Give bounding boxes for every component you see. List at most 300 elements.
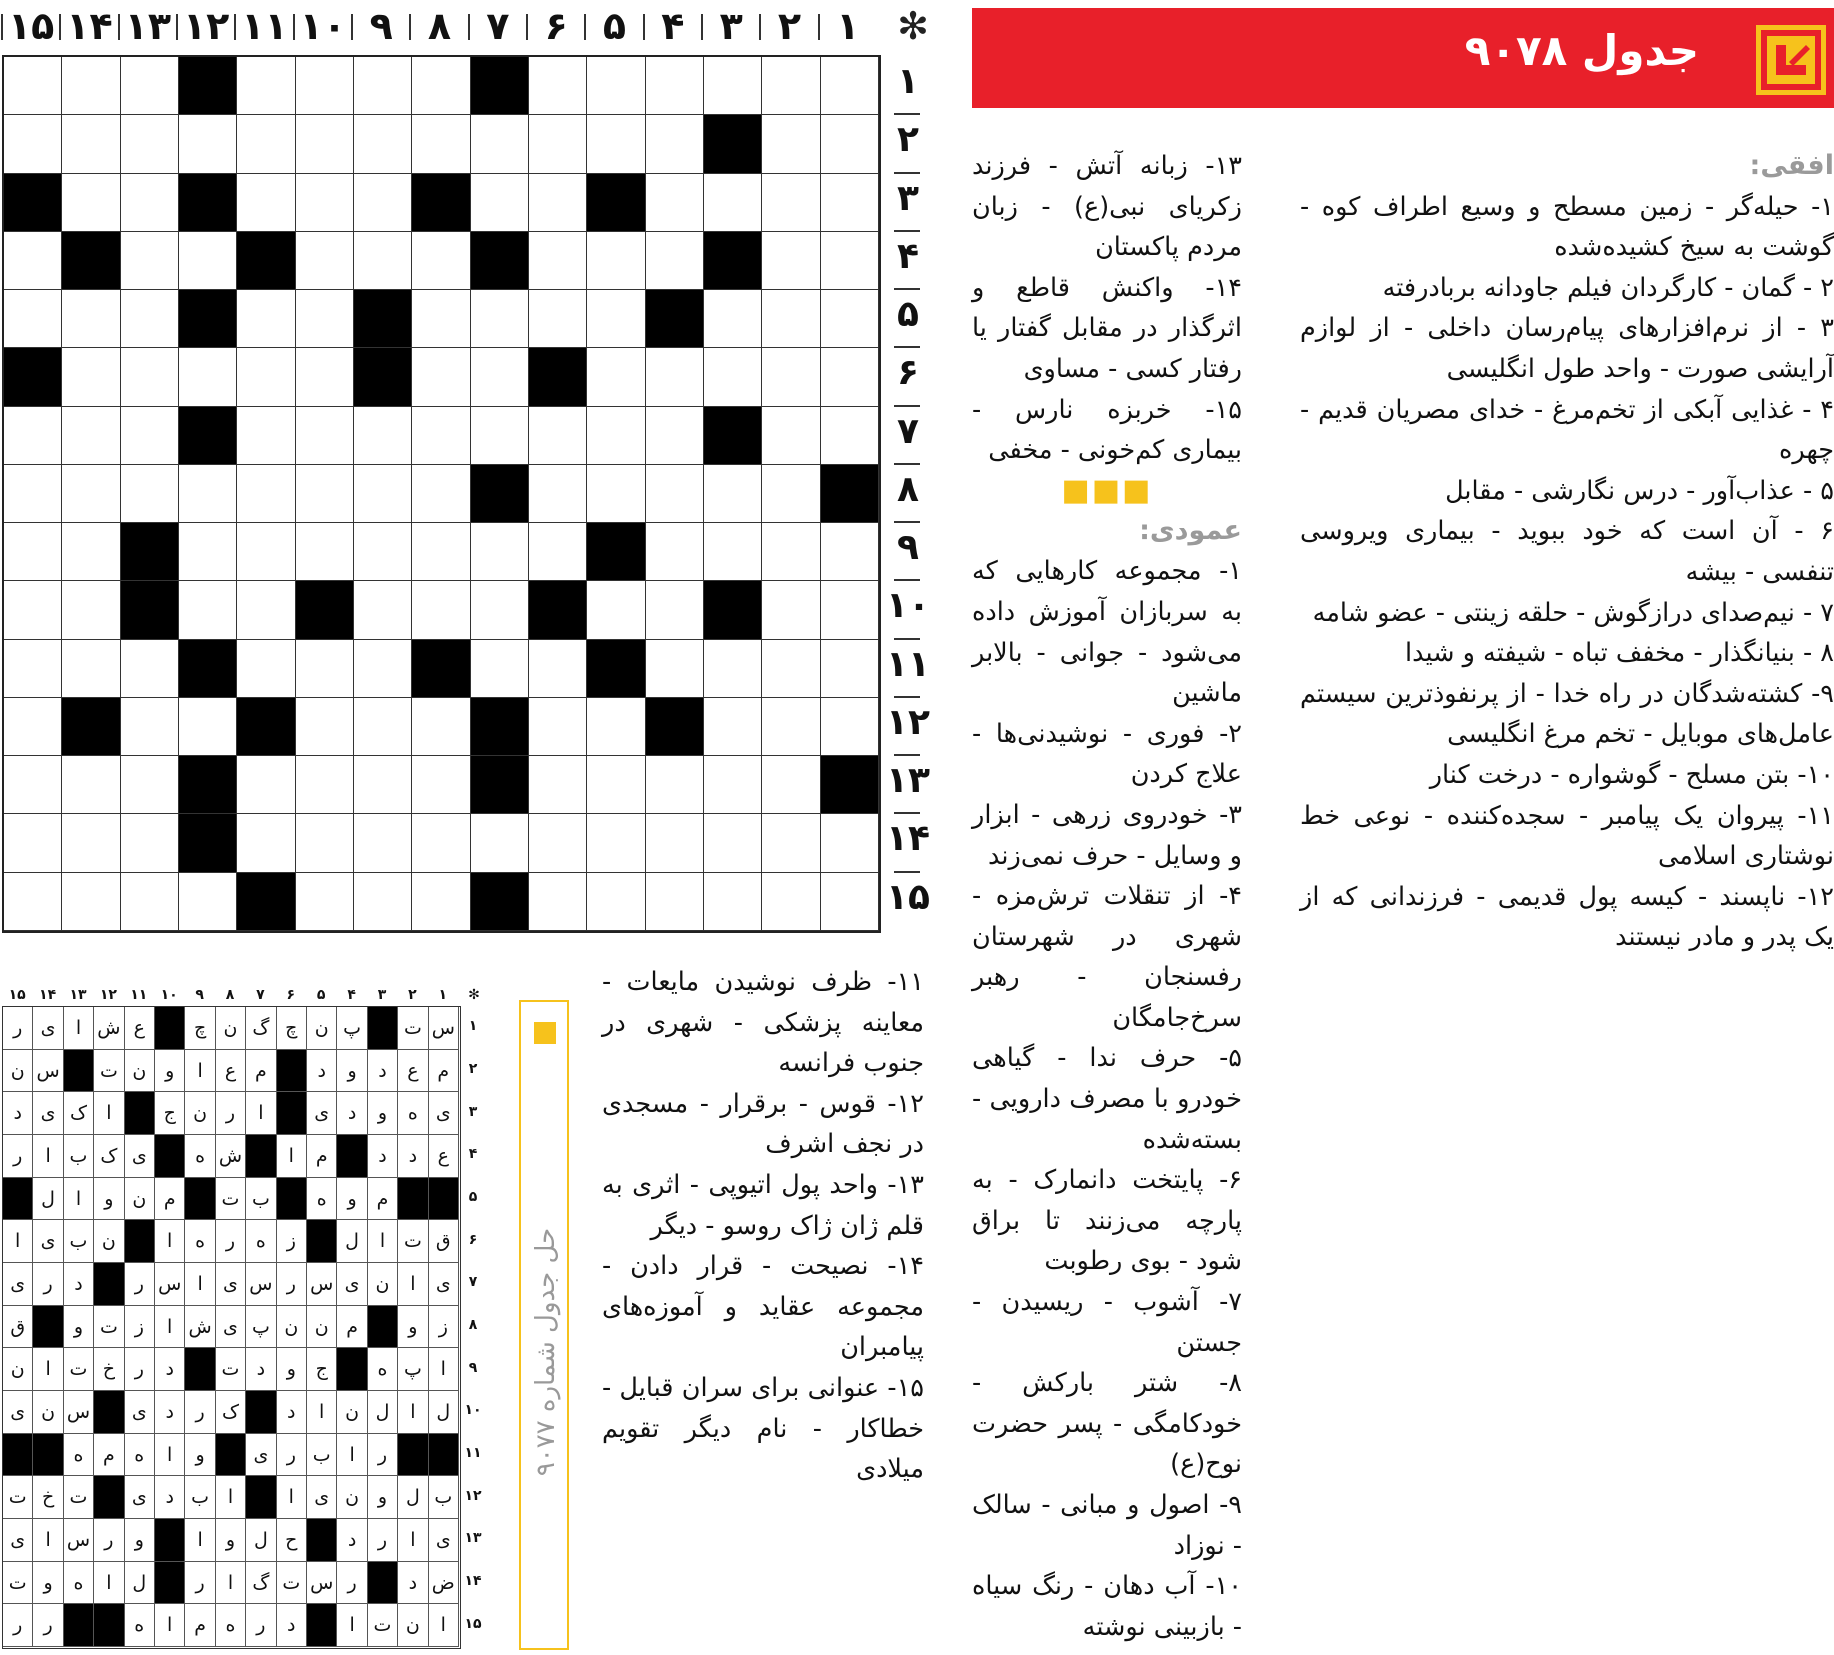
grid-cell[interactable]: [762, 465, 820, 523]
grid-cell[interactable]: [762, 640, 820, 698]
solution-row-number: ۱۵: [464, 1615, 482, 1632]
column-number: ۵: [602, 4, 627, 48]
grid-cell[interactable]: [762, 115, 820, 173]
solution-cell: ه: [125, 1434, 155, 1477]
black-cell: [704, 232, 762, 290]
solution-cell: ن: [33, 1391, 63, 1434]
grid-cell[interactable]: [412, 57, 470, 115]
grid-cell[interactable]: [354, 581, 412, 639]
grid-cell[interactable]: [121, 698, 179, 756]
grid-cell[interactable]: [471, 174, 529, 232]
grid-cell[interactable]: [354, 698, 412, 756]
grid-cell[interactable]: [529, 640, 587, 698]
grid-cell[interactable]: [237, 57, 295, 115]
solution-cell: ا: [398, 1391, 428, 1434]
solution-black-cell: [398, 1434, 428, 1477]
grid-cell[interactable]: [704, 290, 762, 348]
grid-cell[interactable]: [704, 523, 762, 581]
grid-cell[interactable]: [587, 465, 645, 523]
grid-row-numbers: [884, 55, 932, 935]
corner-mark: ✻: [897, 4, 929, 48]
grid-cell[interactable]: [821, 57, 879, 115]
grid-cell[interactable]: [587, 698, 645, 756]
solution-cell: ش: [216, 1135, 246, 1178]
grid-cell[interactable]: [354, 814, 412, 872]
grid-cell[interactable]: [704, 174, 762, 232]
grid-cell[interactable]: [179, 698, 237, 756]
solution-cell: پ: [246, 1306, 276, 1349]
grid-cell[interactable]: [179, 115, 237, 173]
grid-cell[interactable]: [62, 407, 120, 465]
row-number: ۶: [897, 352, 919, 394]
grid-cell[interactable]: [179, 873, 237, 931]
grid-cell[interactable]: [529, 115, 587, 173]
grid-cell[interactable]: [821, 348, 879, 406]
solution-cell: و: [368, 1476, 398, 1519]
solution-cell: ا: [307, 1391, 337, 1434]
grid-cell[interactable]: [4, 873, 62, 931]
down-clue: ۷- آشوب - ریسیدن - جستن: [972, 1287, 1242, 1358]
grid-cell[interactable]: [121, 290, 179, 348]
grid-cell[interactable]: [587, 407, 645, 465]
solution-cell: م: [185, 1604, 215, 1647]
grid-cell[interactable]: [4, 407, 62, 465]
grid-cell[interactable]: [62, 814, 120, 872]
grid-cell[interactable]: [704, 873, 762, 931]
grid-cell[interactable]: [762, 523, 820, 581]
black-cell: [179, 814, 237, 872]
grid-cell[interactable]: [237, 115, 295, 173]
solution-cell: ر: [125, 1348, 155, 1391]
grid-cell[interactable]: [121, 174, 179, 232]
grid-cell[interactable]: [4, 814, 62, 872]
grid-cell[interactable]: [121, 115, 179, 173]
grid-cell[interactable]: [704, 465, 762, 523]
solution-cell: م: [155, 1178, 185, 1221]
black-cell: [587, 523, 645, 581]
grid-cell[interactable]: [587, 756, 645, 814]
solution-cell: ا: [277, 1476, 307, 1519]
grid-cell[interactable]: [646, 57, 704, 115]
grid-cell[interactable]: [179, 581, 237, 639]
grid-cell[interactable]: [587, 348, 645, 406]
grid-cell[interactable]: [179, 232, 237, 290]
solution-column-number: ۱۰: [160, 987, 178, 1003]
solution-cell: ر: [368, 1519, 398, 1562]
grid-cell[interactable]: [354, 407, 412, 465]
grid-cell[interactable]: [529, 814, 587, 872]
grid-cell[interactable]: [821, 115, 879, 173]
solution-cell: ه: [307, 1178, 337, 1221]
grid-cell[interactable]: [529, 232, 587, 290]
grid-cell[interactable]: [121, 814, 179, 872]
grid-cell[interactable]: [62, 290, 120, 348]
grid-cell[interactable]: [296, 873, 354, 931]
grid-cell[interactable]: [296, 814, 354, 872]
across-clue: ۱۵- خربزه نارس - بیماری کم‌خونی - مخفی: [972, 394, 1242, 466]
grid-cell[interactable]: [179, 523, 237, 581]
solution-cell: ا: [216, 1476, 246, 1519]
grid-cell[interactable]: [529, 407, 587, 465]
black-cell: [471, 232, 529, 290]
grid-cell[interactable]: [62, 348, 120, 406]
solution-cell: ه: [216, 1604, 246, 1647]
grid-cell[interactable]: [762, 290, 820, 348]
solution-label-box: [519, 1000, 569, 1650]
grid-cell[interactable]: [412, 465, 470, 523]
grid-cell[interactable]: [821, 581, 879, 639]
grid-cell[interactable]: [237, 407, 295, 465]
grid-cell[interactable]: [354, 115, 412, 173]
column-number: ۱۰: [299, 4, 347, 48]
grid-cell[interactable]: [4, 756, 62, 814]
solution-column-number: ۱۴: [39, 987, 57, 1003]
solution-black-cell: [155, 1007, 185, 1050]
row-divider: [894, 638, 920, 640]
solution-cell: ن: [3, 1050, 33, 1093]
grid-cell[interactable]: [237, 290, 295, 348]
grid-cell[interactable]: [704, 814, 762, 872]
grid-cell[interactable]: [121, 407, 179, 465]
grid-cell[interactable]: [762, 407, 820, 465]
solution-cell: ت: [398, 1220, 428, 1263]
solution-row-number: ۱۱: [464, 1445, 482, 1461]
solution-column-number: ۱۳: [69, 987, 87, 1003]
solution-black-cell: [3, 1434, 33, 1477]
grid-cell[interactable]: [821, 523, 879, 581]
grid-cell[interactable]: [4, 640, 62, 698]
grid-cell[interactable]: [646, 640, 704, 698]
grid-cell[interactable]: [412, 581, 470, 639]
black-cell: [529, 348, 587, 406]
grid-cell[interactable]: [646, 873, 704, 931]
grid-cell[interactable]: [354, 756, 412, 814]
grid-cell[interactable]: [471, 290, 529, 348]
grid-cell[interactable]: [412, 232, 470, 290]
grid-cell[interactable]: [646, 348, 704, 406]
grid-cell[interactable]: [354, 873, 412, 931]
grid-cell[interactable]: [354, 465, 412, 523]
grid-cell[interactable]: [412, 407, 470, 465]
grid-cell[interactable]: [296, 232, 354, 290]
grid-cell[interactable]: [296, 698, 354, 756]
grid-cell[interactable]: [529, 174, 587, 232]
grid-cell[interactable]: [62, 115, 120, 173]
row-number: ۱: [897, 61, 919, 102]
grid-cell[interactable]: [296, 523, 354, 581]
grid-cell[interactable]: [704, 640, 762, 698]
solution-column-numbers: [2, 987, 480, 1005]
solution-black-cell: [155, 1135, 185, 1178]
grid-cell[interactable]: [821, 814, 879, 872]
grid-cell[interactable]: [412, 814, 470, 872]
grid-cell[interactable]: [121, 873, 179, 931]
grid-cell[interactable]: [471, 115, 529, 173]
grid-cell[interactable]: [354, 523, 412, 581]
crossword-grid[interactable]: [2, 55, 881, 933]
grid-cell[interactable]: [529, 873, 587, 931]
solution-row-number: ۱۰: [464, 1402, 482, 1419]
grid-cell[interactable]: [529, 698, 587, 756]
solution-black-cell: [94, 1263, 124, 1306]
across-clue: ۱- حیله‌گر - زمین مسطح و وسیع اطراف کوه - گوشت به سیخ کشیده‌شده: [1300, 191, 1834, 263]
grid-cell[interactable]: [471, 407, 529, 465]
grid-cell[interactable]: [121, 640, 179, 698]
solution-column-number: ۷: [256, 987, 265, 1003]
grid-cell[interactable]: [587, 290, 645, 348]
grid-cell[interactable]: [529, 57, 587, 115]
grid-cell[interactable]: [179, 465, 237, 523]
solution-cell: ک: [216, 1391, 246, 1434]
grid-cell[interactable]: [762, 57, 820, 115]
solution-black-cell: [185, 1348, 215, 1391]
down-clue: ۵- حرف ندا - گیاهی خودرو با مصرف دارویی - بسته‌شده: [972, 1043, 1242, 1155]
solution-cell: چ: [185, 1007, 215, 1050]
black-cell: [412, 174, 470, 232]
solution-cell: ب: [64, 1220, 94, 1263]
grid-cell[interactable]: [529, 465, 587, 523]
grid-cell[interactable]: [471, 348, 529, 406]
grid-cell[interactable]: [237, 465, 295, 523]
solution-cell: ر: [368, 1434, 398, 1477]
solution-black-cell: [368, 1007, 398, 1050]
grid-cell[interactable]: [412, 290, 470, 348]
solution-cell: م: [246, 1050, 276, 1093]
grid-cell[interactable]: [296, 115, 354, 173]
grid-cell[interactable]: [62, 465, 120, 523]
grid-cell[interactable]: [179, 348, 237, 406]
grid-cell[interactable]: [412, 698, 470, 756]
grid-cell[interactable]: [704, 348, 762, 406]
solution-cell: ی: [125, 1391, 155, 1434]
grid-cell[interactable]: [646, 407, 704, 465]
solution-row-number: ۱۳: [464, 1530, 482, 1547]
black-cell: [646, 698, 704, 756]
grid-cell[interactable]: [587, 115, 645, 173]
grid-cell[interactable]: [646, 581, 704, 639]
grid-cell[interactable]: [62, 640, 120, 698]
grid-cell[interactable]: [354, 640, 412, 698]
grid-cell[interactable]: [296, 348, 354, 406]
grid-cell[interactable]: [704, 698, 762, 756]
grid-cell[interactable]: [296, 174, 354, 232]
grid-cell[interactable]: [237, 523, 295, 581]
grid-cell[interactable]: [62, 523, 120, 581]
solution-cell: ا: [94, 1562, 124, 1605]
solution-cell: ا: [398, 1519, 428, 1562]
solution-cell: ن: [216, 1007, 246, 1050]
grid-cell[interactable]: [354, 174, 412, 232]
grid-cell[interactable]: [821, 290, 879, 348]
solution-cell: چ: [277, 1007, 307, 1050]
solution-cell: ل: [429, 1391, 459, 1434]
solution-cell: ن: [3, 1348, 33, 1391]
row-divider: [894, 113, 920, 115]
solution-column-number: ۹: [195, 987, 204, 1003]
grid-cell[interactable]: [412, 348, 470, 406]
grid-cell[interactable]: [646, 232, 704, 290]
down-clue: ۱۲- قوس - برقرار - مسجدی در نجف اشرف: [602, 1088, 924, 1160]
grid-cell[interactable]: [62, 174, 120, 232]
solution-cell: ن: [368, 1263, 398, 1306]
solution-cell: ک: [64, 1092, 94, 1135]
grid-cell[interactable]: [237, 348, 295, 406]
grid-cell[interactable]: [412, 873, 470, 931]
grid-cell[interactable]: [4, 523, 62, 581]
grid-cell[interactable]: [354, 57, 412, 115]
solution-cell: ب: [429, 1476, 459, 1519]
grid-cell[interactable]: [587, 232, 645, 290]
column-number: ۱۵: [7, 4, 55, 48]
grid-cell[interactable]: [762, 581, 820, 639]
grid-cell[interactable]: [704, 57, 762, 115]
grid-cell[interactable]: [646, 756, 704, 814]
grid-cell[interactable]: [821, 407, 879, 465]
across-clue: ۲ - گمان - کارگردان فیلم جاودانه بربادرفته: [1382, 272, 1834, 303]
solution-cell: ی: [33, 1007, 63, 1050]
solution-cell: ا: [94, 1092, 124, 1135]
grid-cell[interactable]: [471, 640, 529, 698]
solution-corner-mark: ✻: [468, 987, 480, 1003]
solution-cell: و: [337, 1178, 367, 1221]
grid-cell[interactable]: [762, 348, 820, 406]
grid-cell[interactable]: [62, 57, 120, 115]
down-heading: عمودی:: [1139, 514, 1242, 546]
grid-cell[interactable]: [121, 348, 179, 406]
solution-cell: س: [33, 1050, 63, 1093]
grid-cell[interactable]: [237, 756, 295, 814]
black-cell: [121, 581, 179, 639]
grid-cell[interactable]: [587, 57, 645, 115]
solution-cell: د: [155, 1348, 185, 1391]
grid-cell[interactable]: [296, 290, 354, 348]
grid-cell[interactable]: [296, 407, 354, 465]
grid-cell[interactable]: [587, 814, 645, 872]
grid-cell[interactable]: [412, 756, 470, 814]
grid-cell[interactable]: [646, 174, 704, 232]
grid-cell[interactable]: [4, 57, 62, 115]
grid-cell[interactable]: [646, 814, 704, 872]
solution-cell: ه: [64, 1434, 94, 1477]
solution-cell: د: [246, 1348, 276, 1391]
solution-cell: ح: [277, 1519, 307, 1562]
grid-cell[interactable]: [296, 640, 354, 698]
black-cell: [471, 873, 529, 931]
solution-cell: ع: [216, 1050, 246, 1093]
grid-cell[interactable]: [821, 698, 879, 756]
grid-cell[interactable]: [471, 581, 529, 639]
across-clue: ۹- کشته‌شدگان در راه خدا - از پرنفوذترین سیستم عامل‌های موبایل - تخم مرغ انگلیسی: [1300, 678, 1834, 750]
grid-cell[interactable]: [4, 581, 62, 639]
grid-cell[interactable]: [471, 523, 529, 581]
black-cell: [62, 232, 120, 290]
grid-cell[interactable]: [587, 581, 645, 639]
solution-black-cell: [155, 1519, 185, 1562]
grid-cell[interactable]: [704, 756, 762, 814]
grid-cell[interactable]: [4, 232, 62, 290]
solution-cell: ل: [246, 1519, 276, 1562]
solution-cell: پ: [337, 1007, 367, 1050]
grid-cell[interactable]: [237, 581, 295, 639]
grid-cell[interactable]: [296, 756, 354, 814]
solution-cell: ا: [216, 1562, 246, 1605]
grid-cell[interactable]: [821, 640, 879, 698]
grid-cell[interactable]: [646, 115, 704, 173]
grid-cell[interactable]: [646, 523, 704, 581]
grid-cell[interactable]: [529, 523, 587, 581]
grid-cell[interactable]: [121, 57, 179, 115]
grid-cell[interactable]: [821, 174, 879, 232]
across-clue: ۵ - عذاب‌آور - درس نگارشی - مقابل: [1445, 475, 1834, 506]
grid-cell[interactable]: [762, 814, 820, 872]
solution-cell: ن: [398, 1604, 428, 1647]
grid-cell[interactable]: [471, 814, 529, 872]
grid-cell[interactable]: [4, 698, 62, 756]
grid-cell[interactable]: [762, 232, 820, 290]
solution-cell: ر: [3, 1007, 33, 1050]
grid-cell[interactable]: [646, 465, 704, 523]
across-clue: ۱۳- زبانه آتش - فرزند زکریای نبی(ع) - زبان مردم پاکستان: [972, 151, 1242, 263]
black-cell: [4, 174, 62, 232]
grid-cell[interactable]: [296, 57, 354, 115]
black-cell: [471, 756, 529, 814]
grid-cell[interactable]: [4, 290, 62, 348]
grid-cell[interactable]: [529, 756, 587, 814]
row-number: ۱۲: [886, 701, 930, 743]
solution-cell: ر: [125, 1263, 155, 1306]
grid-cell[interactable]: [412, 115, 470, 173]
solution-cell: ا: [185, 1050, 215, 1093]
grid-cell[interactable]: [412, 523, 470, 581]
down-clue: ۱- مجموعه کارهایی که به سربازان آموزش داده می‌شود - جوانی - بالابر ماشین: [972, 556, 1242, 709]
black-cell: [296, 581, 354, 639]
grid-cell[interactable]: [62, 581, 120, 639]
grid-cell[interactable]: [237, 814, 295, 872]
grid-cell[interactable]: [762, 174, 820, 232]
solution-cell: ل: [368, 1391, 398, 1434]
solution-cell: ک: [94, 1135, 124, 1178]
puzzle-header: [972, 8, 1834, 108]
grid-cell[interactable]: [762, 756, 820, 814]
solution-black-cell: [94, 1604, 124, 1647]
solution-cell: ج: [155, 1092, 185, 1135]
grid-cell[interactable]: [4, 115, 62, 173]
grid-cell[interactable]: [762, 698, 820, 756]
grid-cell[interactable]: [237, 174, 295, 232]
solution-cell: ی: [33, 1092, 63, 1135]
grid-cell[interactable]: [121, 756, 179, 814]
grid-cell[interactable]: [62, 873, 120, 931]
grid-cell[interactable]: [821, 232, 879, 290]
grid-cell[interactable]: [237, 640, 295, 698]
grid-cell[interactable]: [821, 873, 879, 931]
grid-cell[interactable]: [354, 232, 412, 290]
grid-cell[interactable]: [62, 756, 120, 814]
grid-cell[interactable]: [121, 465, 179, 523]
solution-cell: ن: [125, 1050, 155, 1093]
solution-column-number: ۱: [438, 987, 448, 1003]
grid-cell[interactable]: [296, 465, 354, 523]
grid-cell[interactable]: [4, 465, 62, 523]
grid-cell[interactable]: [762, 873, 820, 931]
grid-cell[interactable]: [121, 232, 179, 290]
solution-cell: و: [216, 1519, 246, 1562]
solution-black-cell: [368, 1306, 398, 1349]
grid-cell[interactable]: [529, 290, 587, 348]
solution-cell: و: [277, 1348, 307, 1391]
solution-cell: د: [398, 1135, 428, 1178]
grid-cell[interactable]: [587, 873, 645, 931]
